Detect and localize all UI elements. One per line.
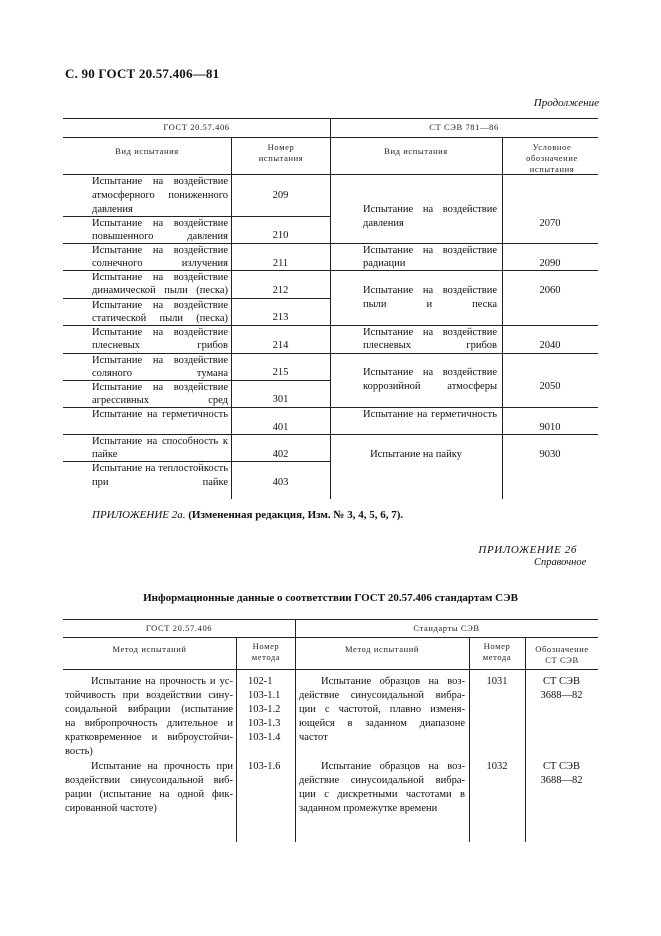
- table-cell: 211: [272, 258, 289, 269]
- table-cell: рации (испытание на одной фик-: [65, 789, 233, 800]
- table-cell: 403: [272, 477, 289, 488]
- table-cell: СТ СЭВ: [543, 761, 580, 772]
- table-cell: 402: [272, 449, 289, 460]
- table-cell: 212: [272, 285, 289, 296]
- table-cell: заданном промежутке времени: [299, 803, 438, 814]
- table-cell: Испытание на воздействие пыли и песка: [363, 285, 497, 310]
- table-row: [299, 760, 465, 816]
- table2-col-method-number: Номер метода: [251, 641, 281, 662]
- page-header: С. 90 ГОСТ 20.57.406—81: [65, 66, 220, 81]
- table-cell: Испытание на воздействие радиации: [363, 245, 497, 269]
- table-cell: СТ СЭВ: [543, 676, 580, 687]
- table1-col-designation: Условное обозначение испытания: [526, 142, 578, 174]
- table-cell: Испытание на герметичность: [92, 409, 228, 420]
- table-cell: Испытание на воздействие агрессивных сред: [92, 382, 228, 406]
- table-cell: Испытание на герметичность: [363, 409, 497, 420]
- table2-group-right: Стандарты СЭВ: [413, 623, 480, 633]
- table-cell: Испытание на воздействие давления: [363, 204, 497, 229]
- table-cell: соидальной вибрации (испытание: [65, 704, 233, 715]
- table-cell: 103-1.1: [248, 690, 281, 701]
- table-cell: кратковременное и виброустойчи-: [65, 732, 233, 743]
- amendment-note: [92, 509, 403, 521]
- table-cell: 103-1.4: [248, 732, 281, 743]
- table-cell: вость): [65, 746, 93, 757]
- table-cell: 1031: [486, 676, 508, 687]
- table2-col-method-number-right: Номер метода: [482, 641, 512, 662]
- table-cell: 2090: [539, 258, 561, 269]
- table2-col-method: Метод испытаний: [112, 644, 187, 654]
- table-cell: 103-1.2: [248, 704, 281, 715]
- table-cell: 2050: [539, 381, 561, 392]
- table-cell: сированной частоте): [65, 803, 157, 814]
- table1-col-test-type-right: Вид испытания: [384, 146, 448, 156]
- table-cell: 215: [272, 367, 289, 378]
- table-cell: 103-1.6: [248, 761, 281, 772]
- table-row: [299, 675, 465, 745]
- table-cell: 214: [272, 340, 289, 351]
- table2-col-method-right: Метод испытаний: [344, 644, 420, 654]
- table-cell: Испытание образцов на воз-: [321, 676, 465, 687]
- table-cell: Испытание на теплостойкость при пайке: [92, 463, 228, 488]
- table-cell: 209: [272, 190, 289, 201]
- table-cell: ции с частотой, плавно изменя-: [299, 704, 465, 715]
- table-cell: частот: [299, 732, 328, 743]
- table-cell: 102-1: [248, 676, 273, 687]
- table-cell: Испытание на воздействие соляного тумана: [92, 355, 228, 379]
- table-cell: Испытание образцов на воз-: [321, 761, 465, 772]
- table-cell: действие синусоидальной вибра-: [299, 690, 465, 701]
- designation-cell: [525, 760, 598, 788]
- table-cell: Испытание на пайку: [370, 449, 462, 460]
- method-numbers: [248, 675, 294, 745]
- note-text: (Измененная редакция, Изм. № 3, 4, 5, 6, 7).: [185, 509, 404, 521]
- table-cell: 2040: [539, 340, 561, 351]
- table-cell: 2070: [539, 218, 561, 229]
- continuation-label: Продолжение: [533, 97, 599, 109]
- table-cell: тойчивость при воздействии сину-: [65, 690, 233, 701]
- table-cell: Испытание на воздействие статической пыли (песка): [92, 300, 228, 324]
- table-cell: 103-1.3: [248, 718, 281, 729]
- table-cell: 3688—82: [540, 690, 583, 701]
- table-cell: 9010: [539, 422, 561, 433]
- table-cell: воздействии синусоидальной виб-: [65, 775, 233, 786]
- table-cell: 2060: [539, 285, 561, 296]
- table-cell: 301: [272, 394, 289, 405]
- table-cell: Испытание на воздействие плесневых грибов: [363, 327, 497, 351]
- table-cell: ющейся в заданном диапазоне: [299, 718, 465, 729]
- table-cell: 213: [272, 312, 289, 323]
- method-numbers: [248, 760, 294, 774]
- table-cell: Испытание на прочность и ус-: [91, 676, 233, 687]
- table-cell: ции с дискретными частотами в: [299, 789, 465, 800]
- table-row: [65, 760, 233, 816]
- table1-col-test-type: Вид испытания: [115, 146, 179, 156]
- table-cell: Испытание на воздействие динамической пыли (песка): [92, 272, 228, 296]
- table-cell: Испытание на прочность при: [91, 761, 233, 772]
- table1-group-left: ГОСТ 20.57.406: [163, 122, 230, 132]
- table-cell: 210: [272, 230, 289, 241]
- table2-col-designation: Обозначение СТ СЭВ: [535, 644, 589, 665]
- table-row: [65, 675, 233, 759]
- table-cell: 401: [272, 422, 289, 433]
- table-cell: действие синусоидальной вибра-: [299, 775, 465, 786]
- table1-group-right: СТ СЭВ 781—86: [429, 122, 499, 132]
- note-label: ПРИЛОЖЕНИЕ 2а.: [92, 509, 186, 521]
- table-cell: Испытание на воздействие повышенного давления: [92, 218, 228, 242]
- table-cell: Испытание на воздействие коррозийной атмосферы: [363, 367, 497, 392]
- table-cell: 3688—82: [540, 775, 583, 786]
- table-cell: на вибропрочность длительное и: [65, 718, 233, 729]
- table-cell: 9030: [539, 449, 561, 460]
- table-cell: 1032: [486, 761, 508, 772]
- appendix-sublabel: Справочное: [534, 557, 587, 568]
- table-cell: Испытание на воздействие солнечного излучения: [92, 245, 228, 269]
- table1-col-test-number: Номер испытания: [258, 142, 304, 163]
- appendix-label: ПРИЛОЖЕНИЕ 2б: [478, 544, 577, 556]
- appendix-title: Информационные данные о соответствии ГОСТ 20.57.406 стандартам СЭВ: [143, 592, 518, 604]
- table-cell: Испытание на воздействие атмосферного пониженного давления: [92, 176, 228, 215]
- table2-group-left: ГОСТ 20.57.406: [145, 623, 213, 633]
- table-cell: Испытание на воздействие плесневых грибов: [92, 327, 228, 351]
- table-cell: Испытание на способность к пайке: [92, 436, 228, 460]
- designation-cell: [525, 675, 598, 703]
